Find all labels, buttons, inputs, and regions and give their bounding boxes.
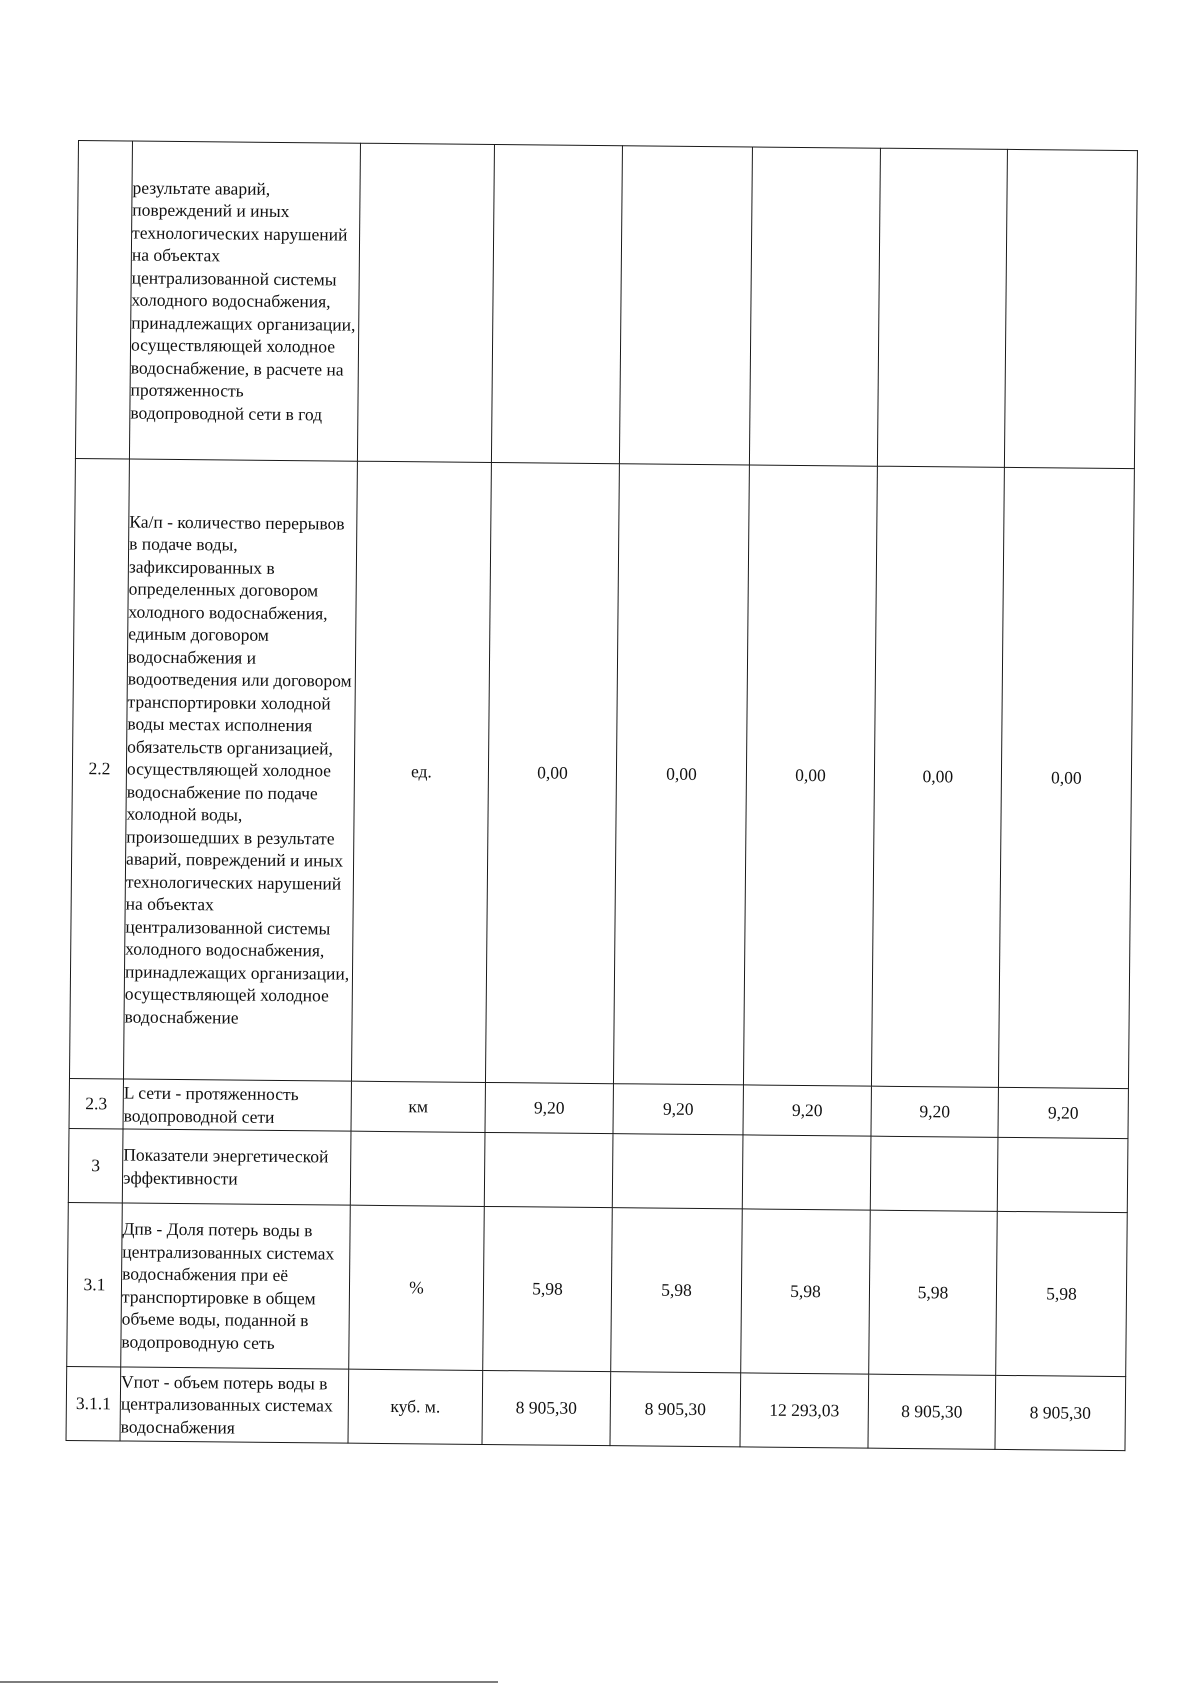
value-cell: 8 905,30 (868, 1374, 996, 1449)
indicator-description: L сети - протяженность водопроводной сети (123, 1079, 351, 1131)
unit-cell (357, 143, 494, 462)
indicators-table (66, 140, 1138, 1451)
value-cell: 8 905,30 (995, 1375, 1126, 1450)
unit-cell: % (349, 1205, 485, 1370)
value-cell: 5,98 (869, 1210, 998, 1375)
value-cell (997, 1137, 1128, 1212)
value-cell (870, 1136, 998, 1211)
value-cell: 12 293,03 (740, 1373, 869, 1448)
value-cell (484, 1132, 613, 1207)
value-cell: 9,20 (871, 1086, 998, 1137)
value-cell: 8 905,30 (610, 1372, 741, 1447)
value-cell (877, 148, 1007, 467)
value-cell: 8 905,30 (482, 1370, 611, 1445)
value-cell: 9,20 (998, 1087, 1128, 1138)
value-cell: 5,98 (611, 1208, 743, 1373)
unit-cell: км (351, 1081, 485, 1132)
value-cell: 5,98 (996, 1211, 1128, 1376)
value-cell: 0,00 (871, 466, 1004, 1087)
value-cell (491, 144, 622, 463)
value-cell (612, 1134, 743, 1209)
value-cell: 5,98 (483, 1206, 613, 1371)
value-cell (742, 1135, 871, 1210)
indicator-description: Дпв - Доля потерь воды в централизованных системах водоснабжения при её транспортировке в общем объеме воды, поданной в водопроводную сеть (121, 1203, 351, 1369)
value-cell: 0,00 (485, 462, 619, 1083)
table-row (75, 141, 1137, 469)
unit-cell: куб. м. (348, 1369, 483, 1444)
page-bottom-rule (0, 1681, 498, 1683)
value-cell: 0,00 (998, 467, 1134, 1088)
row-number (75, 141, 132, 460)
row-number: 3.1.1 (66, 1366, 121, 1441)
indicator-description: результате аварий, повреждений и иных технологических нарушений на объектах централизованной системы холодного водоснабжения, принадлежащих организации, осуществляющей холодное водоснабжение, в расчете на протяженность водопроводной сети в год (129, 141, 360, 461)
table-row (67, 1202, 1128, 1376)
table-row (68, 1128, 1128, 1212)
row-number: 2.3 (69, 1078, 123, 1129)
value-cell: 9,20 (743, 1085, 871, 1136)
value-cell (619, 146, 752, 465)
value-cell: 9,20 (485, 1082, 613, 1133)
table-row (69, 458, 1134, 1088)
value-cell: 0,00 (743, 465, 877, 1086)
unit-cell (350, 1131, 485, 1206)
value-cell (1004, 149, 1137, 468)
row-number: 2.2 (69, 458, 129, 1078)
unit-cell: ед. (351, 461, 491, 1082)
indicator-description: Vпот - объем потерь воды в централизованных системах водоснабжения (120, 1367, 349, 1443)
value-cell: 5,98 (741, 1209, 871, 1374)
table-row (66, 1366, 1126, 1450)
value-cell: 9,20 (613, 1084, 743, 1135)
indicator-description: Показатели энергетической эффективности (122, 1129, 351, 1205)
value-cell (749, 147, 880, 466)
row-number: 3.1 (67, 1202, 123, 1367)
value-cell: 0,00 (613, 464, 749, 1085)
indicator-description: Ка/п - количество перерывов в подаче воды, зафиксированных в определенных договором холодного водоснабжения, единым договором водоснабжения и водоотведения или договором транспортировки холодной воды местах исполнения обязательств организацией, осуществляющей холодное водоснабжение по подаче холодной воды, произошедших в результате аварий, повреждений и иных технологических нарушений на объектах централизованной системы холодного водоснабжения, принадлежащих организации, осуществляющей холодное водоснабжение (123, 459, 357, 1081)
row-number: 3 (68, 1128, 123, 1203)
